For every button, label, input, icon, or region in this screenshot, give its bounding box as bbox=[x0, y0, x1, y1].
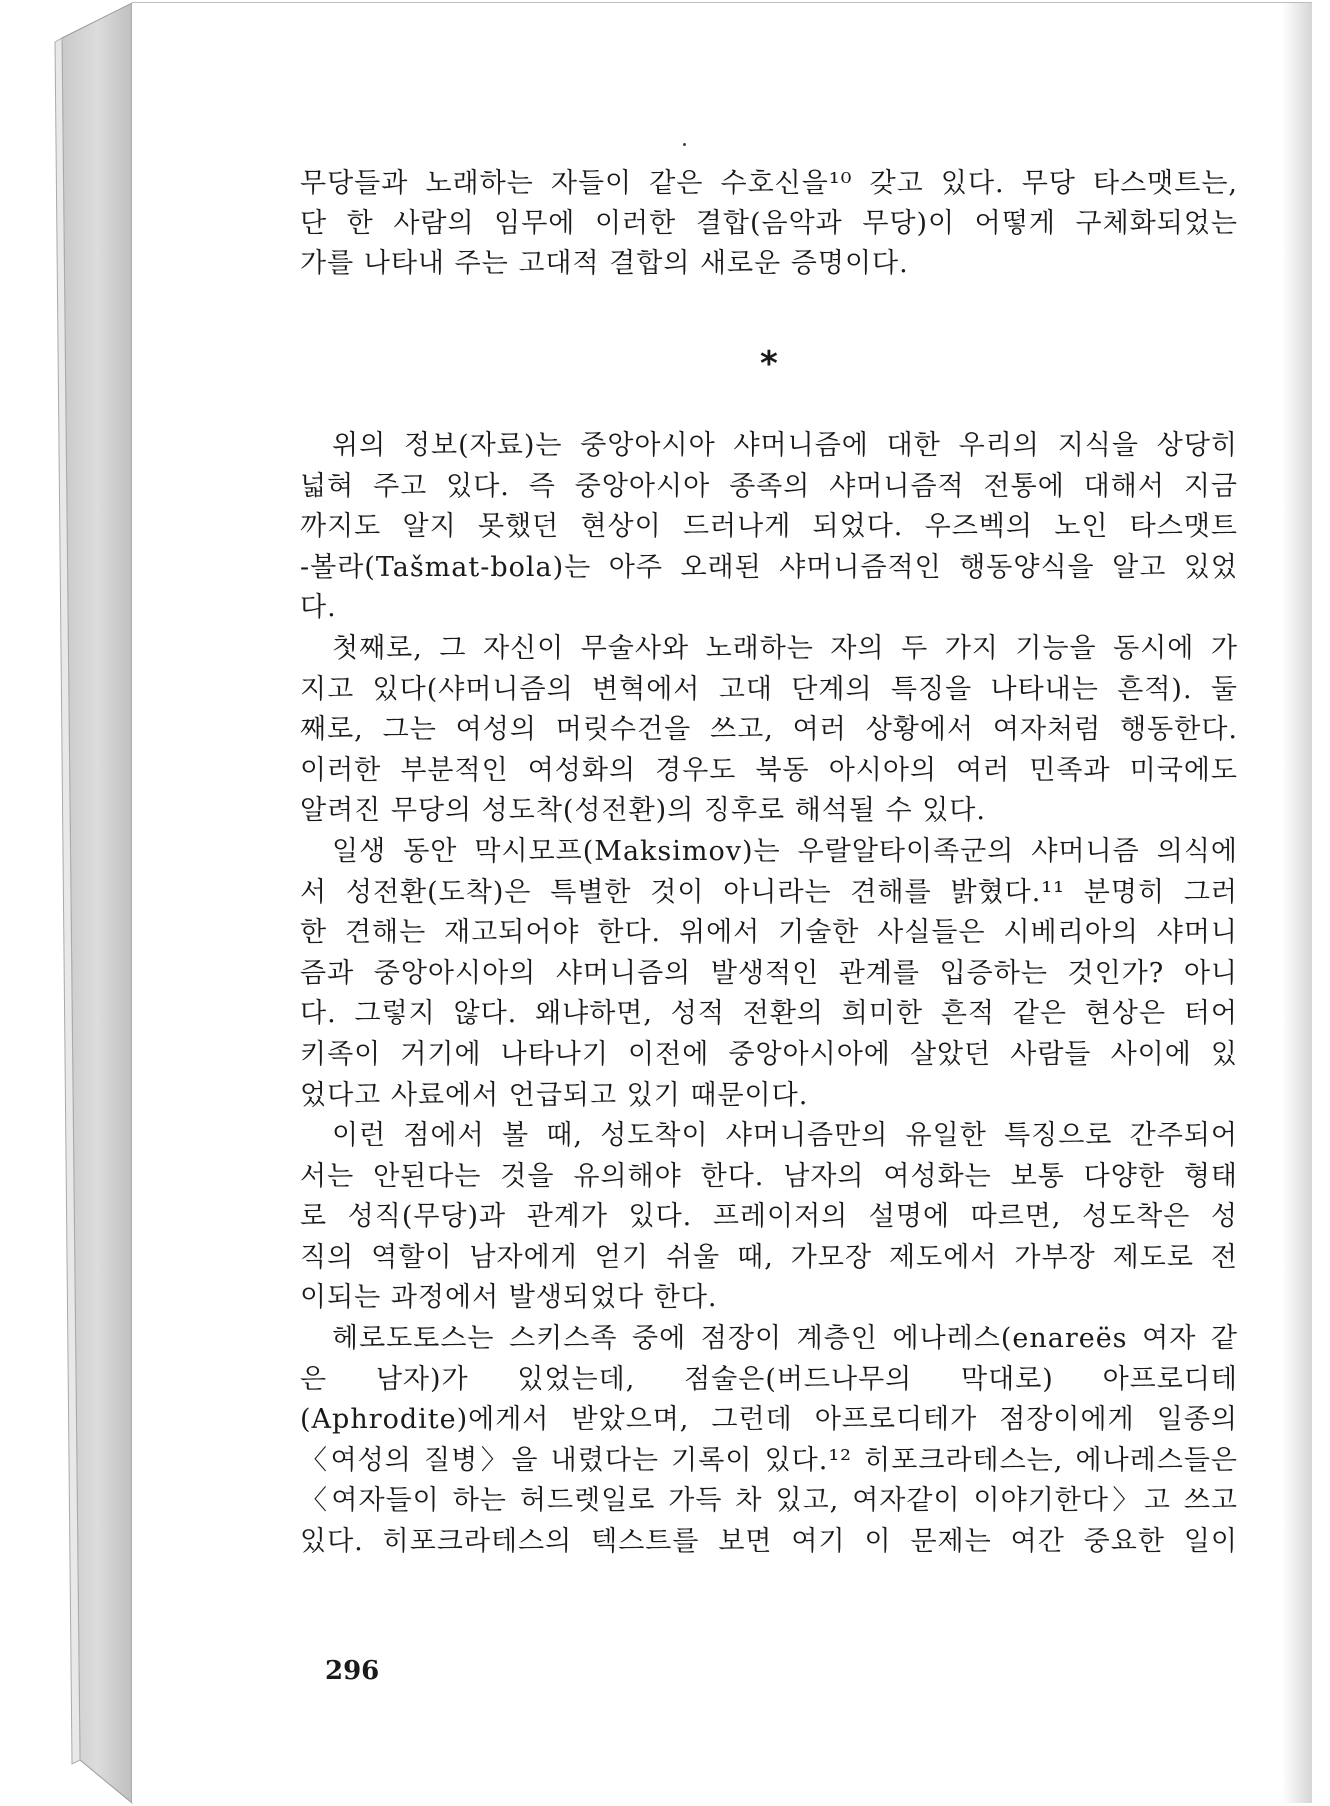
text-line: 헤로도토스는 스키스족 중에 점장이 계층인 에나레스(enareës 여자 같 bbox=[332, 1323, 1238, 1355]
text-line: 은 남자)가 있었는데, 점술은(버드나무의 막대로) 아프로디테 bbox=[300, 1363, 1238, 1395]
text-line: 서 성전환(도착)은 특별한 것이 아니라는 견해를 밝혔다.¹¹ 분명히 그러 bbox=[300, 876, 1238, 908]
text-line: 지고 있다(샤머니즘의 변혁에서 고대 단계의 특징을 나타내는 흔적). 둘 bbox=[300, 673, 1238, 705]
ink-speck bbox=[683, 143, 686, 146]
book-spine bbox=[0, 0, 140, 1806]
page-edge-shadow bbox=[1282, 3, 1312, 1803]
text-line: (Aphrodite)에게서 받았으며, 그런데 아프로디테가 점장이에게 일종의 bbox=[300, 1404, 1238, 1436]
text-line: 이되는 과정에서 발생되었다 한다. bbox=[300, 1282, 718, 1314]
text-line: 〈여성의 질병〉을 내렸다는 기록이 있다.¹² 히포크라테스는, 에나레스들은 bbox=[300, 1444, 1238, 1476]
text-line: 키족이 거기에 나타나기 이전에 중앙아시아에 살았던 사람들 사이에 있 bbox=[300, 1038, 1238, 1070]
text-line: 이러한 부분적인 여성화의 경우도 북동 아시아의 여러 민족과 미국에도 bbox=[300, 754, 1238, 786]
text-line: 있다. 히포크라테스의 텍스트를 보면 여기 이 문제는 여간 중요한 일이 bbox=[300, 1526, 1238, 1558]
text-line: 첫째로, 그 자신이 무술사와 노래하는 자의 두 가지 기능을 동시에 가 bbox=[332, 632, 1238, 664]
section-separator: * bbox=[760, 344, 778, 384]
top-paragraph bbox=[300, 164, 1238, 284]
text-line: 서는 안된다는 것을 유의해야 한다. 남자의 여성화는 보통 다양한 형태 bbox=[300, 1160, 1238, 1192]
text-line: 다. 그렇지 않다. 왜냐하면, 성적 전환의 희미한 흔적 같은 현상은 터어 bbox=[300, 998, 1238, 1030]
text-line: 다. bbox=[300, 592, 337, 624]
page-number: 296 bbox=[325, 1656, 380, 1686]
text-line: 직의 역할이 남자에게 얻기 쉬울 때, 가모장 제도에서 가부장 제도로 전 bbox=[300, 1241, 1238, 1273]
text-line: 단 한 사람의 임무에 이러한 결합(음악과 무당)이 어떻게 구체화되었는 bbox=[300, 208, 1238, 239]
text-line: 까지도 알지 못했던 현상이 드러나게 되었다. 우즈벡의 노인 타스맷트 bbox=[300, 511, 1238, 543]
text-line: 알려진 무당의 성도착(성전환)의 징후로 해석될 수 있다. bbox=[300, 795, 986, 827]
text-line: 무당들과 노래하는 자들이 같은 수호신을¹⁰ 갖고 있다. 무당 타스맷트는, bbox=[300, 168, 1238, 199]
text-line: 한 견해는 재고되어야 한다. 위에서 기술한 사실들은 시베리아의 샤머니 bbox=[300, 917, 1238, 949]
text-line: 〈여자들이 하는 허드렛일로 가득 차 있고, 여자같이 이야기한다〉고 쓰고 bbox=[300, 1485, 1238, 1517]
text-line: 넓혀 주고 있다. 즉 중앙아시아 종족의 샤머니즘적 전통에 대해서 지금 bbox=[300, 470, 1238, 502]
text-line: -볼라(Tašmat-bola)는 아주 오래된 샤머니즘적인 행동양식을 알고 있었 bbox=[300, 551, 1238, 583]
text-line: 위의 정보(자료)는 중앙아시아 샤머니즘에 대한 우리의 지식을 상당히 bbox=[332, 430, 1238, 461]
text-line: 로 성직(무당)과 관계가 있다. 프레이저의 설명에 따르면, 성도착은 성 bbox=[300, 1201, 1238, 1233]
text-line: 째로, 그는 여성의 머릿수건을 쓰고, 여러 상황에서 여자처럼 행동한다. bbox=[300, 714, 1238, 746]
text-line: 일생 동안 막시모프(Maksimov)는 우랄알타이족군의 샤머니즘 의식에 bbox=[332, 835, 1238, 867]
text-line: 즘과 중앙아시아의 샤머니즘의 발생적인 관계를 입증하는 것인가? 아니 bbox=[300, 957, 1238, 989]
body-text bbox=[300, 426, 1238, 1563]
text-line: 었다고 사료에서 언급되고 있기 때문이다. bbox=[300, 1079, 809, 1111]
text-line: 가를 나타내 주는 고대적 결합의 새로운 증명이다. bbox=[300, 248, 909, 279]
text-line: 이런 점에서 볼 때, 성도착이 샤머니즘만의 유일한 특징으로 간주되어 bbox=[332, 1120, 1238, 1152]
